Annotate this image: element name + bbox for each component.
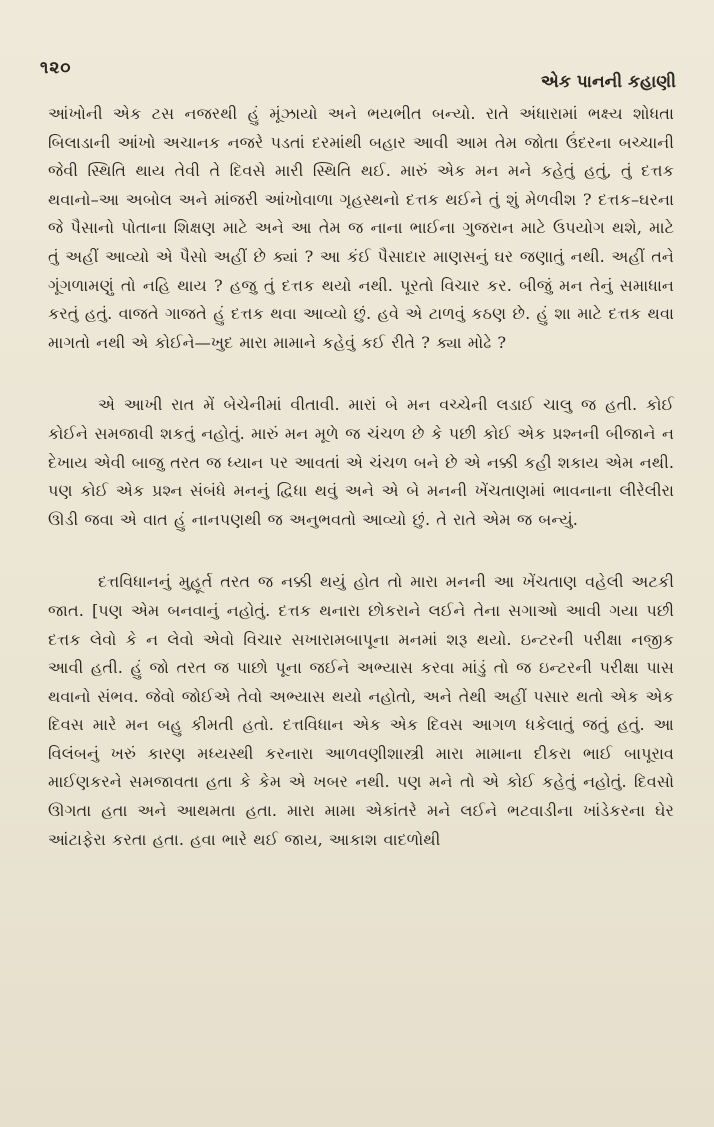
paragraph-3: દત્તવિધાનનું મુહૂર્ત તરત જ નક્કી થયું હોત તો મારા મનની આ ખેંચતાણ વહેલી અટકી જાત. [પણ એમ બનવાનું નહોતું. દત્તક થનારા છોકરાને લઈને તેના સગાઓ આવી ગયા પછી દત્તક લેવો કે ન લેવો એવો વિચાર સખારામબાપૂના મનમાં શરૂ થયો. ઇન્ટરની પરીક્ષા નજીક આવી હતી. હું જો તરત જ પાછો પૂના જઈને અભ્યાસ કરવા માંડું તો જ ઇન્ટરની પરીક્ષા પાસ થવાનો સંભવ. જેવો જોઈએ તેવો અભ્યાસ થયો નહોતો, અને તેથી અહીં પસાર થતો એક એક દિવસ મારે મન બહુ કીમતી હતો. દત્તવિધાન એક એક દિવસ આગળ ધકેલાતું જતું હતું. આ વિલંબનું ખરું કારણ મધ્યસ્થી કરનારા આળવણીશાસ્ત્રી મારા મામાના દીકરા ભાઈ બાપૂરાવ માઈણકરને સમજાવતા હતા કે કેમ એ ખબર નથી. પણ મને તો એ કોઈ કહેતું નહોતું. દિવસો ઊગતા હતા અને આથમતા હતા. મારા મામા એકાંતરે મને લઈને ભટવાડીના ખાંડેકરના ઘેર આંટાફેરા કરતા હતા. હવા ભારે થઈ જાય, આકાશ વાદળોથી [48, 572, 674, 849]
paragraph-1: આંખોની એક ટસ નજરથી હું મૂંઝાયો અને ભયભીત બન્યો. રાતે અંધારામાં ભક્ષ્ય શોધતા બિલાડાની આંખો અચાનક નજરે પડતાં દરમાંથી બહાર આવી આમ તેમ જોતા ઉંદરના બચ્ચાની જેવી સ્થિતિ થાય તેવી તે દિવસે મારી સ્થિતિ થઈ. મારું એક મન મને કહેતું હતું, તું દત્તક થવાનો–આ અબોલ અને માંજરી આંખોવાળા ગૃહસ્થનો દત્તક થઈને તું શું મેળવીશ ? દત્તક–ઘરના જે પૈસાનો પોતાના શિક્ષણ માટે અને આ તેમ જ નાના ભાઈના ગુજરાન માટે ઉપયોગ થશે, માટે તું અહીં આવ્યો એ પૈસો અહીં છે ક્યાં ? આ કંઈ પૈસાદાર માણસનું ઘર જણાતું નથી. અહીં તને ગૂંગળામણું તો નહિ થાય ? હજુ તું દત્તક થયો નથી. પૂરતો વિચાર કર. બીજું મન તેનું સમાધાન કરતું હતું. વાજતે ગાજતે હું દત્તક થવા આવ્યો છું. હવે એ ટાળવું કઠણ છે. હું શા માટે દત્તક થવા માગતો નથી એ કોઈને—ખુદ મારા મામાને કહેવું કઈ રીતે ? ક્યા મોઢે ? [48, 104, 674, 352]
page-number: ૧૨૦ [40, 58, 72, 78]
running-title: એક પાનની કહાણી [540, 72, 676, 92]
page-header [40, 58, 676, 92]
body-text [48, 100, 674, 854]
paragraph-2: એ આખી રાત મેં બેચેનીમાં વીતાવી. મારાં બે મન વચ્ચેની લડાઈ ચાલુ જ હતી. કોઈ કોઈને સમજાવી શકતું નહોતું. મારું મન મૂળે જ ચંચળ છે કે પછી કોઈ એક પ્રશ્નની બીજાને ન દેખાય એવી બાજુ તરત જ ધ્યાન પર આવતાં એ ચંચળ બને છે એ નક્કી કહી શકાય એમ નથી. પણ કોઈ એક પ્રશ્ન સંબંધે મનનું દ્વિધા થવું અને એ બે મનની ખેંચતાણમાં ભાવનાના લીરેલીરા ઊડી જવા એ વાત હું નાનપણથી જ અનુભવતો આવ્યો છું. તે રાતે એમ જ બન્યું. [48, 395, 674, 529]
